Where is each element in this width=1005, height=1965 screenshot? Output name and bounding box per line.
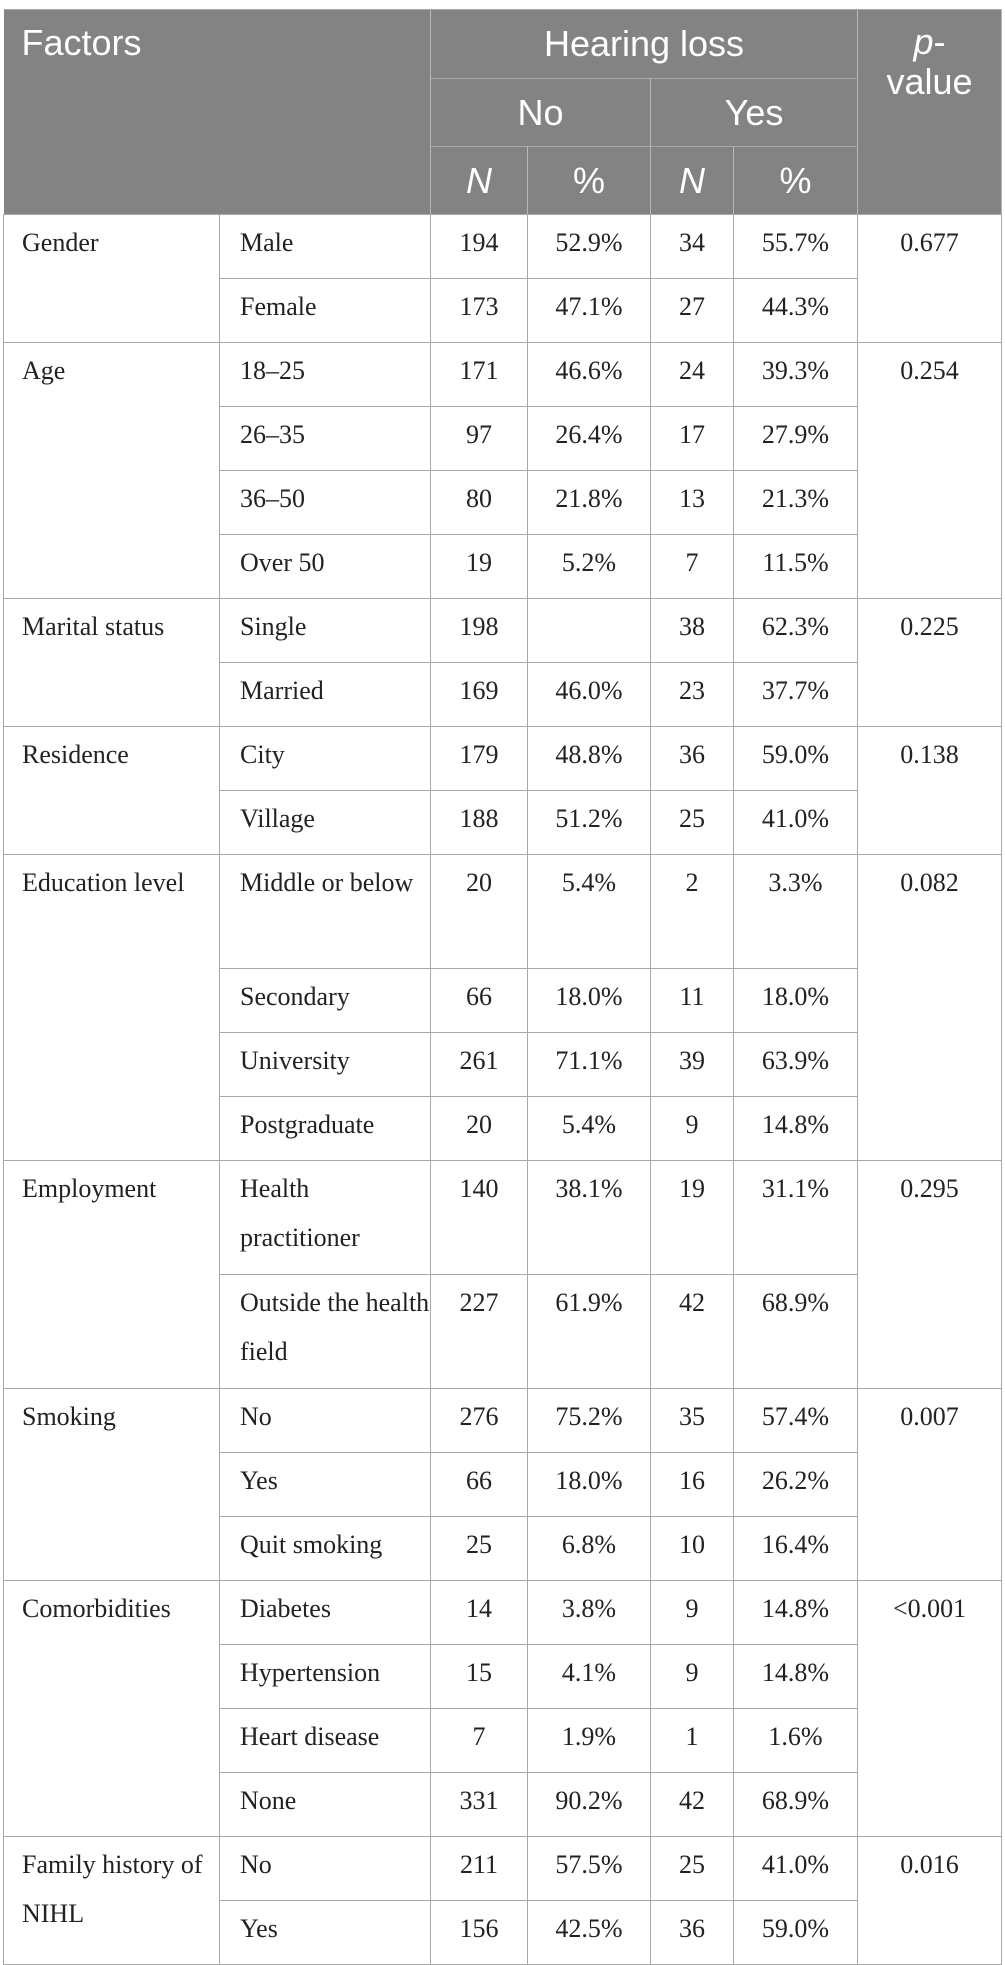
no-n-cell: 156 — [431, 1901, 528, 1965]
no-pct-cell: 75.2% — [528, 1389, 651, 1453]
category-cell: No — [220, 1389, 431, 1453]
category-cell: Health practitioner — [220, 1161, 431, 1275]
category-cell: Heart disease — [220, 1709, 431, 1773]
category-cell: City — [220, 727, 431, 791]
no-n-cell: 171 — [431, 343, 528, 407]
yes-n-cell: 36 — [651, 727, 734, 791]
yes-n-cell: 7 — [651, 535, 734, 599]
category-cell: Hypertension — [220, 1645, 431, 1709]
category-cell: Yes — [220, 1453, 431, 1517]
category-cell: Secondary — [220, 969, 431, 1033]
category-cell: Village — [220, 791, 431, 855]
no-pct-cell: 52.9% — [528, 215, 651, 279]
category-cell: 36–50 — [220, 471, 431, 535]
yes-pct-cell: 18.0% — [734, 969, 858, 1033]
yes-pct-cell: 37.7% — [734, 663, 858, 727]
category-cell: Yes — [220, 1901, 431, 1965]
yes-pct-cell: 44.3% — [734, 279, 858, 343]
no-pct-cell: 3.8% — [528, 1581, 651, 1645]
yes-pct-cell: 27.9% — [734, 407, 858, 471]
no-pct-cell: 57.5% — [528, 1837, 651, 1901]
factor-cell: Age — [4, 343, 220, 599]
no-n-cell: 20 — [431, 855, 528, 969]
no-pct-cell: 61.9% — [528, 1275, 651, 1389]
yes-n-cell: 39 — [651, 1033, 734, 1097]
table-row — [4, 855, 1002, 969]
p-value-cell: 0.677 — [858, 215, 1002, 343]
category-cell: University — [220, 1033, 431, 1097]
hearing-loss-factors-table — [3, 9, 1002, 1965]
no-n-cell: 66 — [431, 1453, 528, 1517]
no-pct-cell: 46.0% — [528, 663, 651, 727]
no-n-header — [431, 147, 528, 215]
p-value-cell: 0.082 — [858, 855, 1002, 1161]
no-pct-cell: 26.4% — [528, 407, 651, 471]
yes-n-cell: 19 — [651, 1161, 734, 1275]
no-pct-cell: 1.9% — [528, 1709, 651, 1773]
factor-cell: Smoking — [4, 1389, 220, 1581]
table-row — [4, 1389, 1002, 1453]
yes-pct-cell: 59.0% — [734, 1901, 858, 1965]
no-n-cell: 66 — [431, 969, 528, 1033]
no-n-cell: 331 — [431, 1773, 528, 1837]
category-cell: Postgraduate — [220, 1097, 431, 1161]
p-value-header-dash: - — [933, 21, 946, 62]
no-n-cell: 140 — [431, 1161, 528, 1275]
yes-n-cell: 9 — [651, 1581, 734, 1645]
no-pct-cell: 71.1% — [528, 1033, 651, 1097]
no-n-cell: 194 — [431, 215, 528, 279]
no-pct-cell: 46.6% — [528, 343, 651, 407]
yes-pct-cell: 68.9% — [734, 1773, 858, 1837]
category-cell: Outside the health field — [220, 1275, 431, 1389]
yes-n-cell: 38 — [651, 599, 734, 663]
category-cell: Female — [220, 279, 431, 343]
yes-pct-cell: 1.6% — [734, 1709, 858, 1773]
category-cell: 26–35 — [220, 407, 431, 471]
yes-n-header — [651, 147, 734, 215]
no-n-cell: 19 — [431, 535, 528, 599]
p-value-cell: <0.001 — [858, 1581, 1002, 1837]
table-row — [4, 1161, 1002, 1275]
yes-n-cell: 34 — [651, 215, 734, 279]
yes-pct-cell: 3.3% — [734, 855, 858, 969]
no-pct-cell: 48.8% — [528, 727, 651, 791]
yes-n-cell: 10 — [651, 1517, 734, 1581]
table-row — [4, 1837, 1002, 1901]
category-cell: Married — [220, 663, 431, 727]
no-pct-cell: 5.2% — [528, 535, 651, 599]
no-pct-cell: 5.4% — [528, 1097, 651, 1161]
category-cell: None — [220, 1773, 431, 1837]
p-value-cell: 0.225 — [858, 599, 1002, 727]
no-n-cell: 7 — [431, 1709, 528, 1773]
yes-pct-cell: 11.5% — [734, 535, 858, 599]
no-n-cell: 276 — [431, 1389, 528, 1453]
no-n-cell: 211 — [431, 1837, 528, 1901]
no-n-cell: 20 — [431, 1097, 528, 1161]
p-value-cell: 0.016 — [858, 1837, 1002, 1965]
p-value-header-word: value — [886, 61, 973, 102]
no-pct-cell: 18.0% — [528, 969, 651, 1033]
no-n-cell: 15 — [431, 1645, 528, 1709]
yes-n-cell: 16 — [651, 1453, 734, 1517]
yes-n-cell: 13 — [651, 471, 734, 535]
no-pct-cell: 90.2% — [528, 1773, 651, 1837]
factor-cell: Comorbidities — [4, 1581, 220, 1837]
table-row — [4, 727, 1002, 791]
table-row — [4, 343, 1002, 407]
p-value-header-italic: p — [913, 21, 934, 62]
factor-cell: Education level — [4, 855, 220, 1161]
no-pct-header: % — [528, 147, 651, 215]
no-n-cell: 25 — [431, 1517, 528, 1581]
category-cell: Male — [220, 215, 431, 279]
yes-pct-cell: 16.4% — [734, 1517, 858, 1581]
yes-n-cell: 35 — [651, 1389, 734, 1453]
no-n-cell: 261 — [431, 1033, 528, 1097]
p-value-cell: 0.295 — [858, 1161, 1002, 1389]
no-pct-cell: 4.1% — [528, 1645, 651, 1709]
yes-pct-cell: 63.9% — [734, 1033, 858, 1097]
yes-n-cell: 2 — [651, 855, 734, 969]
yes-pct-cell: 26.2% — [734, 1453, 858, 1517]
factor-cell: Gender — [4, 215, 220, 343]
yes-pct-cell: 41.0% — [734, 1837, 858, 1901]
category-cell: Quit smoking — [220, 1517, 431, 1581]
yes-pct-cell: 39.3% — [734, 343, 858, 407]
no-pct-cell: 42.5% — [528, 1901, 651, 1965]
category-cell: 18–25 — [220, 343, 431, 407]
yes-n-cell: 27 — [651, 279, 734, 343]
yes-pct-cell: 31.1% — [734, 1161, 858, 1275]
factor-cell: Employment — [4, 1161, 220, 1389]
category-cell: Over 50 — [220, 535, 431, 599]
no-header: No — [431, 79, 651, 147]
yes-n-cell: 42 — [651, 1275, 734, 1389]
no-pct-cell: 18.0% — [528, 1453, 651, 1517]
table-row — [4, 599, 1002, 663]
yes-pct-cell: 59.0% — [734, 727, 858, 791]
p-value-cell: 0.254 — [858, 343, 1002, 599]
no-pct-cell — [528, 599, 651, 663]
yes-pct-header: % — [734, 147, 858, 215]
no-pct-cell: 51.2% — [528, 791, 651, 855]
no-pct-cell: 5.4% — [528, 855, 651, 969]
p-value-cell: 0.007 — [858, 1389, 1002, 1581]
category-cell: Diabetes — [220, 1581, 431, 1645]
table-header — [4, 10, 1002, 215]
yes-n-cell: 23 — [651, 663, 734, 727]
yes-n-cell: 36 — [651, 1901, 734, 1965]
no-n-cell: 14 — [431, 1581, 528, 1645]
no-pct-cell: 38.1% — [528, 1161, 651, 1275]
hearing-loss-header: Hearing loss — [431, 10, 858, 79]
yes-pct-cell: 57.4% — [734, 1389, 858, 1453]
yes-pct-cell: 55.7% — [734, 215, 858, 279]
category-cell: No — [220, 1837, 431, 1901]
table-body — [4, 215, 1002, 1965]
yes-n-cell: 25 — [651, 791, 734, 855]
yes-pct-cell: 14.8% — [734, 1581, 858, 1645]
category-cell: Single — [220, 599, 431, 663]
table-row — [4, 215, 1002, 279]
no-n-cell: 97 — [431, 407, 528, 471]
no-pct-cell: 21.8% — [528, 471, 651, 535]
factors-header: Factors — [4, 10, 431, 215]
yes-n-header-text: N — [679, 159, 705, 201]
yes-header: Yes — [651, 79, 858, 147]
table-row — [4, 1581, 1002, 1645]
no-n-cell: 198 — [431, 599, 528, 663]
factor-cell: Family history of NIHL — [4, 1837, 220, 1965]
yes-n-cell: 25 — [651, 1837, 734, 1901]
yes-pct-cell: 62.3% — [734, 599, 858, 663]
yes-pct-cell: 41.0% — [734, 791, 858, 855]
yes-n-cell: 17 — [651, 407, 734, 471]
yes-n-cell: 11 — [651, 969, 734, 1033]
no-n-cell: 169 — [431, 663, 528, 727]
yes-pct-cell: 14.8% — [734, 1645, 858, 1709]
yes-n-cell: 42 — [651, 1773, 734, 1837]
yes-pct-cell: 14.8% — [734, 1097, 858, 1161]
factor-cell: Residence — [4, 727, 220, 855]
p-value-cell: 0.138 — [858, 727, 1002, 855]
p-value-header — [858, 10, 1002, 215]
no-pct-cell: 47.1% — [528, 279, 651, 343]
yes-n-cell: 1 — [651, 1709, 734, 1773]
no-n-cell: 179 — [431, 727, 528, 791]
no-n-header-text: N — [466, 159, 492, 201]
yes-n-cell: 9 — [651, 1097, 734, 1161]
no-pct-cell: 6.8% — [528, 1517, 651, 1581]
yes-n-cell: 9 — [651, 1645, 734, 1709]
no-n-cell: 227 — [431, 1275, 528, 1389]
yes-n-cell: 24 — [651, 343, 734, 407]
category-cell: Middle or below — [220, 855, 431, 969]
no-n-cell: 173 — [431, 279, 528, 343]
yes-pct-cell: 21.3% — [734, 471, 858, 535]
no-n-cell: 80 — [431, 471, 528, 535]
no-n-cell: 188 — [431, 791, 528, 855]
yes-pct-cell: 68.9% — [734, 1275, 858, 1389]
factor-cell: Marital status — [4, 599, 220, 727]
